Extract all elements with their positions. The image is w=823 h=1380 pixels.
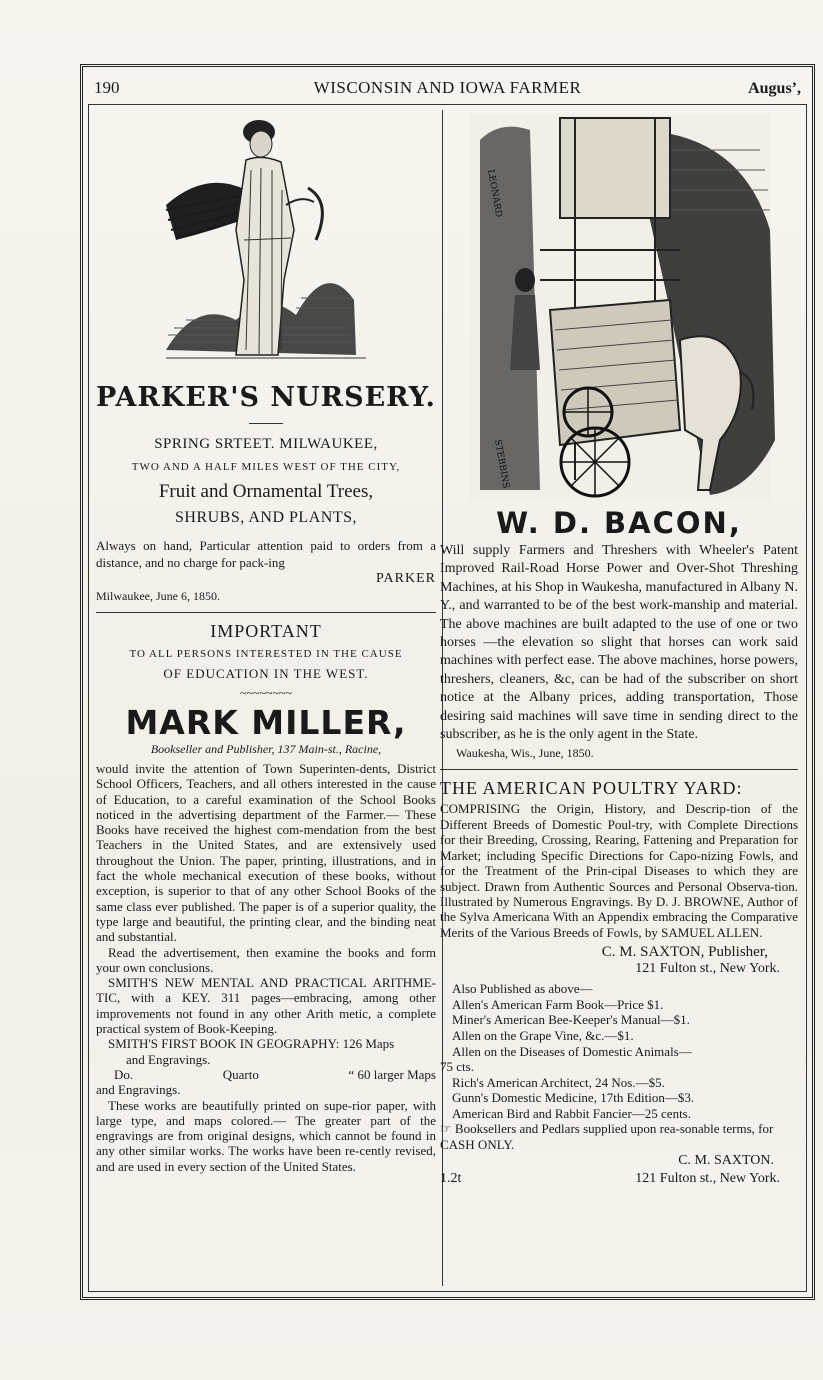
nursery-signature: PARKER bbox=[376, 571, 436, 586]
threshing-machine-engraving bbox=[440, 110, 798, 506]
mark-miller-body bbox=[96, 761, 436, 1174]
publication-title: WISCONSIN AND IOWA FARMER bbox=[313, 78, 582, 97]
bacon-date: Waukesha, Wis., June, 1850. bbox=[456, 746, 594, 761]
nursery-date: Milwaukee, June 6, 1850. bbox=[96, 589, 220, 603]
paragraph: would invite the attention of Town Superinten-dents, District School Officers, Teachers, and all others interested in the cause of Education, to a careful examination of the School Books noticed in the advertising department of the Farmer.— These Books have received the highest com-mendation from the best Teachers in the United States, and are extensively used throughout the Union. The paper, printing, illustrations, and in fact the whole mechanical execution of these books, without exception, is superior to that of any other School Books of the same class ever published. The paper is of a superior quality, the type large and beautiful, the printing clear, and the binding neat and substantial. bbox=[96, 761, 436, 945]
important-heading: IMPORTANT bbox=[210, 621, 322, 641]
to-all-line: TO ALL PERSONS INTERESTED IN THE CAUSE bbox=[129, 648, 403, 660]
svg-text:LEONARD: LEONARD bbox=[485, 168, 504, 219]
nursery-title: PARKER'S NURSERY. bbox=[96, 382, 436, 413]
paragraph: and Engravings. bbox=[126, 1051, 211, 1067]
page-number: 190 bbox=[94, 78, 120, 97]
list-item: Rich's American Architect, 24 Nos.—$5. bbox=[452, 1074, 665, 1090]
svg-text:STEBBINS: STEBBINS bbox=[492, 438, 511, 490]
larger-maps-label: “ 60 larger Maps bbox=[348, 1066, 436, 1082]
list-item: Allen's American Farm Book—Price $1. bbox=[452, 996, 664, 1012]
list-item: American Bird and Rabbit Fancier—25 cents. bbox=[452, 1105, 691, 1121]
closing-address: 121 Fulton st., New York. bbox=[635, 1170, 780, 1186]
list-item: 75 cts. bbox=[440, 1059, 474, 1075]
left-column bbox=[96, 110, 436, 1174]
mark-miller-name: MARK MILLER, bbox=[125, 703, 407, 742]
nursery-fruit: Fruit and Ornamental Trees, bbox=[158, 481, 374, 502]
nursery-miles: TWO AND A HALF MILES WEST OF THE CITY, bbox=[131, 461, 401, 473]
nursery-signoff bbox=[96, 571, 436, 587]
do-label: Do. bbox=[114, 1066, 134, 1082]
list-item: Allen on the Grape Vine, &c.—$1. bbox=[452, 1027, 634, 1043]
publisher-address: 121 Fulton st., New York. bbox=[635, 961, 780, 977]
list-item: Gunn's Domestic Medicine, 17th Edition—$3. bbox=[452, 1090, 695, 1106]
right-column bbox=[440, 110, 798, 1187]
nursery-street: SPRING SRTEET. MILWAUKEE, bbox=[154, 436, 378, 452]
booksellers-note: ☞ Booksellers and Pedlars supplied upon rea-sonable terms, for CASH ONLY. bbox=[440, 1121, 774, 1153]
closing-row bbox=[440, 1171, 798, 1187]
closing-code: 1.2t bbox=[440, 1170, 462, 1186]
nursery-shrubs: SHRUBS, AND PLANTS, bbox=[175, 509, 357, 526]
list-item: Allen on the Diseases of Domestic Animals— bbox=[452, 1043, 692, 1059]
quarto-row bbox=[96, 1067, 436, 1082]
paragraph: SMITH'S NEW MENTAL AND PRACTICAL ARITHME-TIC, with a KEY. 311 pages—embracing, among other improvements not found in any other Arith metic, a complete practical system of Book-Keeping. bbox=[96, 975, 436, 1037]
of-education-line: OF EDUCATION IN THE WEST. bbox=[163, 666, 369, 681]
publisher-name: C. M. SAXTON, Publisher, bbox=[601, 944, 768, 961]
poultry-body: COMPRISING the Origin, History, and Descrip-tion of the Different Breeds of Domestic Poul-try, with Complete Directions for their Breeding, Crossing, Rearing, Fattening and Preparation for Market; including Specific Directions for Capo-nizing Fowls, and for the Treatment of the Prin-cipal Diseases to which they are subject. Drawn from Authentic Sources and Personal Observa-tion. Illustrated by Numerous Engravings. By D. J. BROWNE, Author of the Sylva Americana With an Appendix embracing the Comparative Merits of the Various Breeds of Fowls, by SAMUEL ALLEN. bbox=[440, 801, 798, 940]
closing-name: C. M. SAXTON. bbox=[678, 1152, 774, 1168]
section-rule bbox=[96, 612, 436, 613]
list-item: Also Published as above— bbox=[452, 981, 593, 997]
ornamental-flourish: ~~~~~~~~ bbox=[240, 686, 292, 700]
quarto-label: Quarto bbox=[222, 1066, 259, 1082]
nursery-always: Always on hand, Particular attention paid to orders from a distance, and no charge for pack-ing bbox=[96, 538, 436, 570]
section-rule bbox=[440, 769, 798, 770]
poultry-title: THE AMERICAN POULTRY YARD: bbox=[440, 778, 743, 799]
harvest-woman-engraving bbox=[96, 110, 436, 380]
paragraph: SMITH'S FIRST BOOK IN GEOGRAPHY: 126 Maps bbox=[108, 1036, 395, 1052]
paragraph: and Engravings. bbox=[96, 1082, 181, 1098]
short-rule bbox=[249, 423, 283, 424]
issue-month: Augus’, bbox=[748, 80, 801, 97]
bookseller-line: Bookseller and Publisher, 137 Main-st., Racine, bbox=[150, 742, 382, 756]
bacon-name: W. D. BACON, bbox=[496, 506, 742, 540]
also-published-list bbox=[440, 981, 798, 1153]
page-header bbox=[88, 78, 807, 102]
paragraph: Read the advertisement, then examine the books and form your own conclusions. bbox=[96, 944, 436, 975]
paragraph: These works are beautifully printed on supe-rior paper, with large type, and maps colored.— The greater part of the engravings are from original designs, which cannot be found in any other similar works. The works have been re-cently revised, and are used in every section of the United States. bbox=[96, 1097, 436, 1174]
list-item: Miner's American Bee-Keeper's Manual—$1. bbox=[452, 1012, 690, 1028]
bacon-body: Will supply Farmers and Threshers with Wheeler's Patent Improved Rail-Road Horse Power and Over-Shot Threshing Machines, at his Shop in Waukesha, manufactured in Albany N. Y., and warranted to be of the best work-manship and material. The above machines are built adapted to the use of one or two horses —the elevation so slight that horses can work said machines with perfect ease. The above machines, horse powers, threshers, cleaners, &c, can be had of the subscriber on short notice at the Albany prices, adding transportation, Those desiring said machines will save time in sending direct to the subscriber, as he is the only agent in the State. bbox=[440, 543, 798, 743]
